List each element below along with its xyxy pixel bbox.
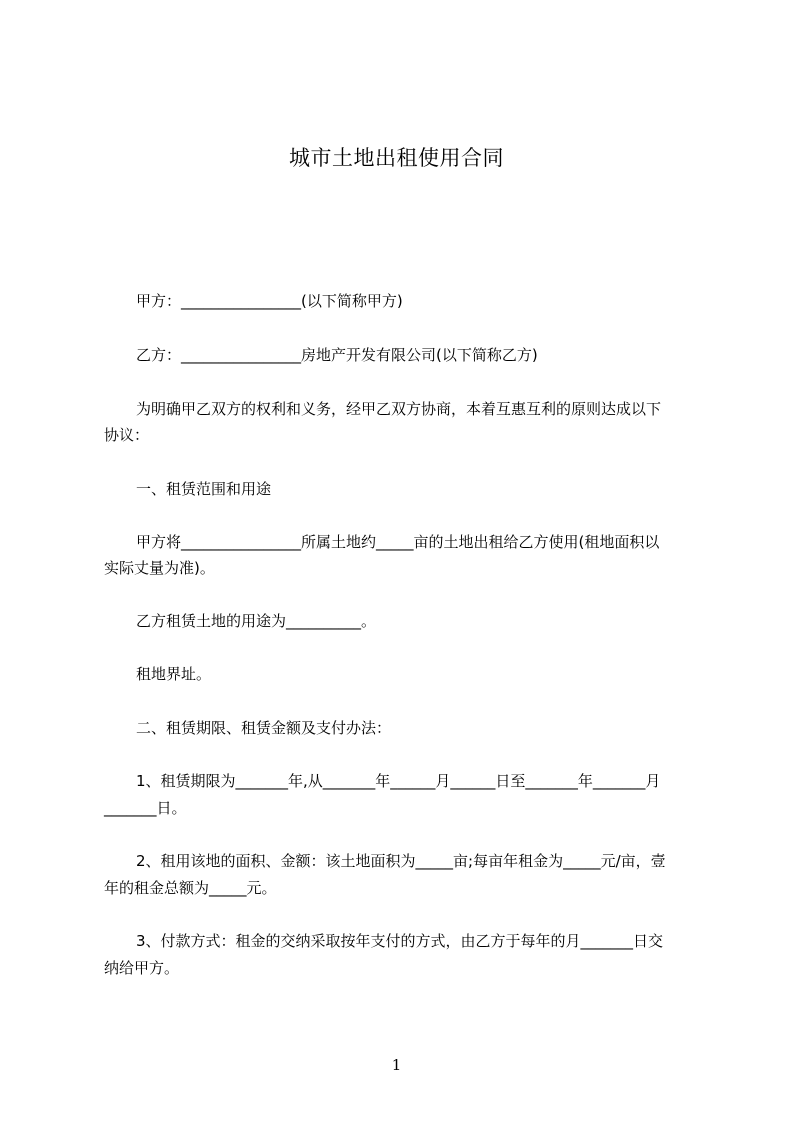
section-2-item-3-line-1: 3、付款方式：租金的交纳采取按年支付的方式，由乙方于每年的月_______日交 (136, 932, 664, 950)
section-1-paragraph-1-line-1: 甲方将________________所属土地约_____亩的土地出租给乙方使用(租地面积以 (136, 533, 660, 551)
section-2-item-3-line-2: 纳给甲方。 (104, 959, 180, 977)
section-1-paragraph-2: 乙方租赁土地的用途为__________。 (136, 612, 377, 630)
party-a-line: 甲方：________________(以下简称甲方) (136, 292, 403, 310)
section-1-heading: 一、租赁范围和用途 (136, 480, 272, 498)
party-b-line: 乙方：________________房地产开发有限公司(以下简称乙方) (136, 346, 538, 364)
section-2-heading: 二、租赁期限、租赁金额及支付办法： (136, 719, 392, 737)
section-2-item-1-line-1: 1、租赁期限为_______年,从_______年______月______日至_______年_______月 (136, 772, 661, 790)
section-1-paragraph-3: 租地界址。 (136, 665, 212, 683)
page-number: 1 (391, 1056, 402, 1074)
preamble-line-2: 协议： (104, 426, 150, 444)
section-2-item-1-line-2: _______日。 (104, 799, 187, 817)
section-2-item-2-line-1: 2、租用该地的面积、金额：该土地面积为_____亩;每亩年租金为_____元/亩，壹 (136, 852, 666, 870)
preamble-line-1: 为明确甲乙双方的权利和义务，经甲乙双方协商，本着互惠互利的原则达成以下 (136, 400, 662, 418)
section-2-item-2-line-2: 年的租金总额为_____元。 (104, 879, 277, 897)
section-1-paragraph-1-line-2: 实际丈量为准)。 (104, 559, 215, 577)
document-title: 城市土地出租使用合同 (289, 146, 504, 170)
